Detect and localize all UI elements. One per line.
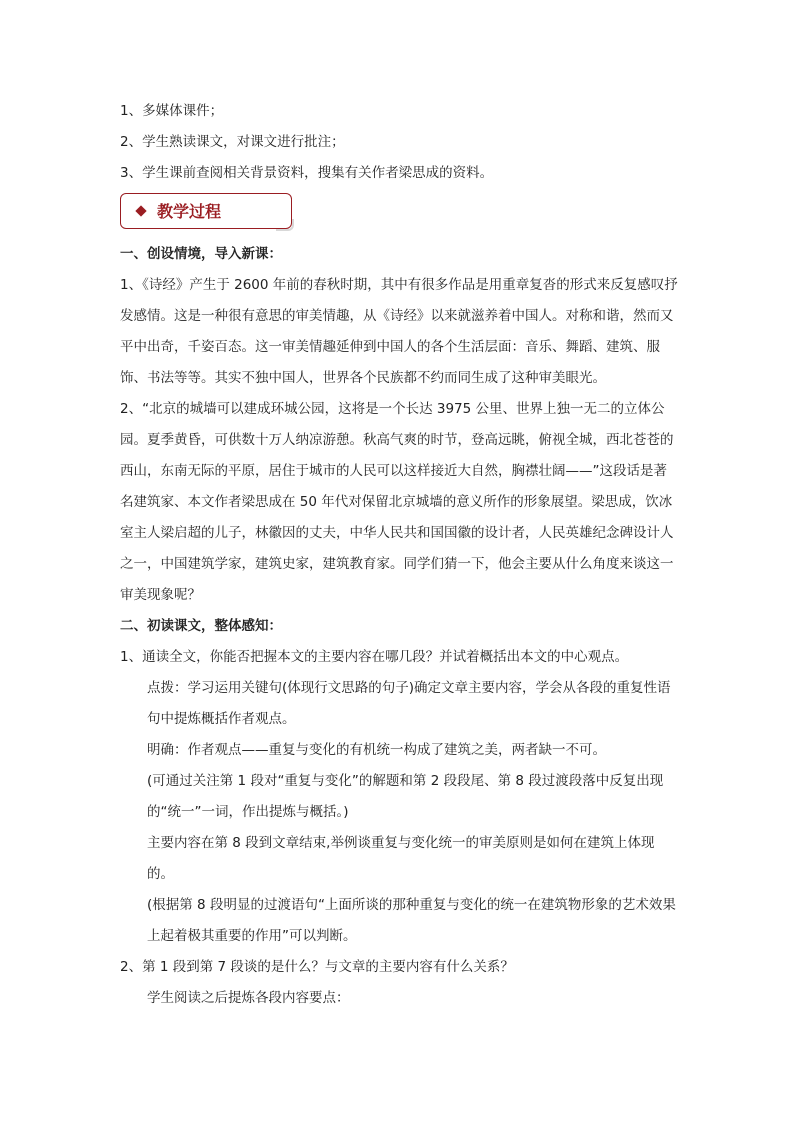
part2-heading: 二、初读课文，整体感知： bbox=[120, 618, 282, 634]
diamond-bullet-icon bbox=[135, 205, 146, 216]
prep-item-2: 2、学生熟读课文，对课文进行批注； bbox=[120, 134, 345, 150]
part2-question-1: 1、通读全文，你能否把握本文的主要内容在哪几段？并试着概括出本文的中心观点。 bbox=[120, 649, 629, 665]
part1-heading: 一、创设情境，导入新课： bbox=[120, 246, 282, 262]
part2-note-2: (根据第 8 段明显的过渡语句“上面所谈的那种重复与变化的统一在建筑物形象的艺术效果上起着极其重要的作用”可以判断。 bbox=[147, 897, 676, 944]
part1-paragraph-1: 1、《诗经》产生于 2600 年前的春秋时期，其中有很多作品是用重章复沓的形式来反复感叹抒发感情。这是一种很有意思的审美情趣，从《诗经》以来就滋养着中国人。对称和谐，然而又平中出奇，千姿百态。这一审美情趣延伸到中国人的各个生活层面：音乐、舞蹈、建筑、服饰、书法等等。其实不独中国人，世界各个民族都不约而同生成了这种审美眼光。 bbox=[120, 277, 678, 386]
part2-tip: 点拨：学习运用关键句(体现行文思路的句子)确定文章主要内容，学会从各段的重复性语句中提炼概括作者观点。 bbox=[147, 680, 671, 727]
part2-question-2: 2、第 1 段到第 7 段谈的是什么？与文章的主要内容有什么关系？ bbox=[120, 959, 514, 975]
part2-main-content: 主要内容在第 8 段到文章结束,举例谈重复与变化统一的审美原则是如何在建筑上体现的。 bbox=[147, 835, 655, 882]
section-header-box bbox=[120, 193, 292, 229]
section-title: 教学过程 bbox=[157, 201, 222, 221]
part2-students: 学生阅读之后提炼各段内容要点： bbox=[147, 990, 350, 1006]
prep-item-3: 3、学生课前查阅相关背景资料，搜集有关作者梁思成的资料。 bbox=[120, 165, 494, 181]
part2-note-1: (可通过关注第 1 段对“重复与变化”的解题和第 2 段段尾、第 8 段过渡段落中反复出现的“统一”一词，作出提炼与概括。) bbox=[147, 773, 664, 820]
part1-paragraph-2: 2、“北京的城墙可以建成环城公园，这将是一个长达 3975 公里、世界上独一无二的立体公园。夏季黄昏，可供数十万人纳凉游憩。秋高气爽的时节，登高远眺，俯视全城，西北苍苍的西山，东南无际的平原，居住于城市的人民可以这样接近大自然，胸襟壮阔——”这段话是著名建筑家、本文作者梁思成在 50 年代对保留北京城墙的意义所作的形象展望。梁思成，饮冰室主人梁启超的儿子，林徽因的丈夫，中华人民共和国国徽的设计者，人民英雄纪念碑设计人之一，中国建筑学家，建筑史家，建筑教育家。同学们猜一下，他会主要从什么角度来谈这一审美现象呢？ bbox=[120, 401, 674, 603]
document-page bbox=[120, 96, 680, 1014]
part2-clarify: 明确：作者观点——重复与变化的有机统一构成了建筑之美，两者缺一不可。 bbox=[147, 742, 606, 758]
prep-item-1: 1、多媒体课件； bbox=[120, 103, 224, 119]
